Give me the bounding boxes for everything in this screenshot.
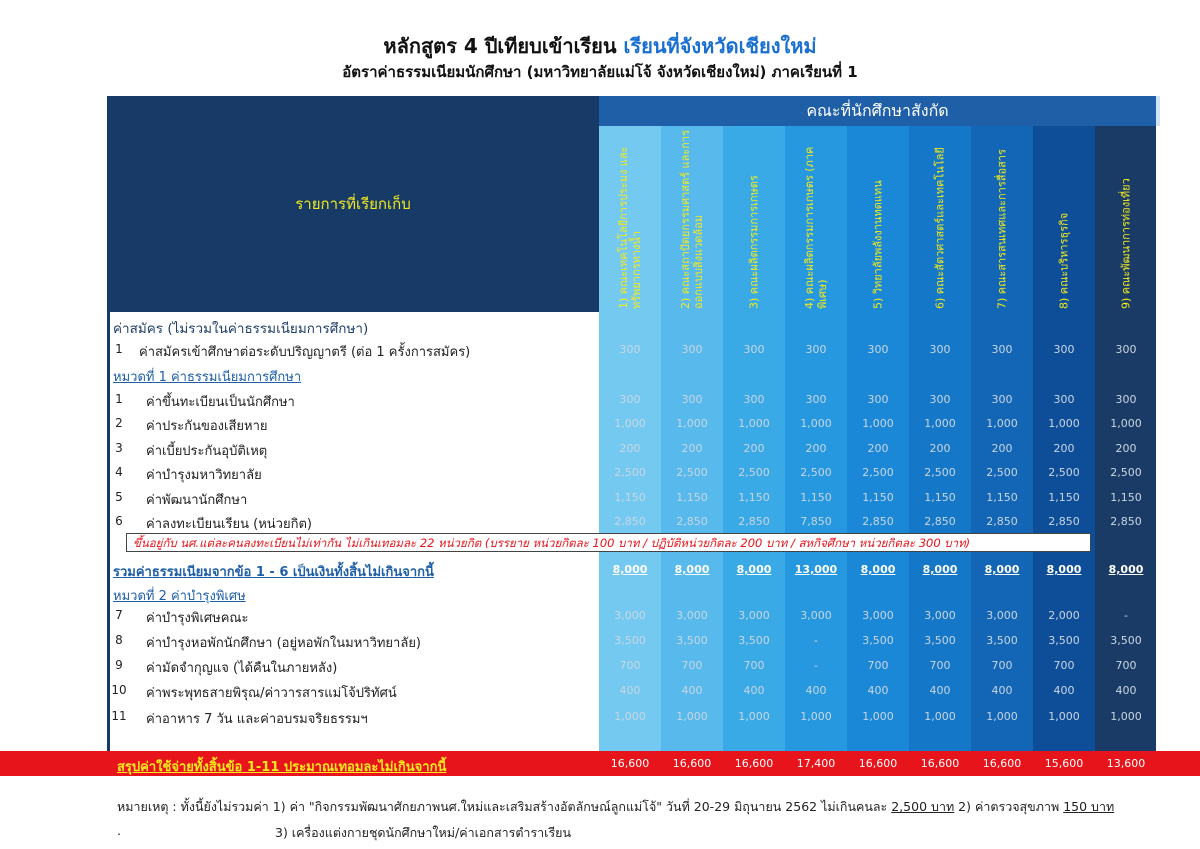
faculty-label-6: 6) คณะสัตวศาสตร์และเทคโนโลยี — [933, 147, 947, 309]
row-number: 1 — [115, 342, 123, 356]
fee-cell: 2,850 — [738, 515, 770, 528]
fee-cell: 2,850 — [986, 515, 1018, 528]
fee-cell: 1,000 — [986, 710, 1018, 723]
faculty-label-3: 3) คณะผลิตกรรมการเกษตร — [747, 175, 761, 309]
fee-cell: 1,000 — [1048, 417, 1080, 430]
row-label: ค่าอาหาร 7 วัน และค่าอบรมจริยธรรมฯ — [146, 712, 368, 727]
fee-cell: 300 — [743, 343, 765, 356]
row-number: 9 — [115, 658, 123, 672]
fee-cell: 2,850 — [676, 515, 708, 528]
section-total-1-6: รวมค่าธรรมเนียมจากข้อ 1 - 6 เป็นเงินทั้งสิ้นไม่เกินจากนี้ — [113, 565, 434, 580]
fee-cell: 1,150 — [924, 491, 956, 504]
fee-cell: 300 — [1053, 343, 1075, 356]
row-number: 10 — [111, 683, 127, 697]
fee-cell: 1,000 — [986, 417, 1018, 430]
grand-total-cell: 13,600 — [1106, 757, 1146, 770]
fee-cell: 1,000 — [738, 710, 770, 723]
fee-cell: 3,500 — [738, 634, 770, 647]
row-number: 8 — [115, 633, 123, 647]
total-1-6-cell: 8,000 — [1046, 563, 1082, 576]
fee-cell: 400 — [929, 684, 951, 697]
fee-cell: 3,500 — [614, 634, 646, 647]
fee-cell: 200 — [929, 442, 951, 455]
fee-cell: 1,150 — [800, 491, 832, 504]
fee-cell: 1,000 — [924, 417, 956, 430]
fee-cell: 700 — [1053, 659, 1075, 672]
faculty-label-1: 1) คณะเทคโนโลยีการประมง และทรัพยากรทางน้ำ — [617, 146, 643, 309]
fee-cell: 1,000 — [614, 417, 646, 430]
fee-cell: 1,000 — [676, 710, 708, 723]
section-application: ค่าสมัคร (ไม่รวมในค่าธรรมเนียมการศึกษา) — [113, 321, 369, 337]
footer-note-line-1 — [117, 797, 1114, 817]
faculty-header-1 — [599, 126, 661, 312]
faculty-label-8: 8) คณะบริหารธุรกิจ — [1057, 212, 1071, 309]
fee-cell: 700 — [619, 659, 641, 672]
grand-total-cell: 16,600 — [610, 757, 650, 770]
faculty-header-8 — [1033, 126, 1095, 312]
fee-cell: 1,000 — [800, 710, 832, 723]
footer-text-b: 2) ค่าตรวจสุขภาพ — [954, 799, 1064, 814]
fee-cell: 200 — [991, 442, 1013, 455]
fee-cell: 700 — [929, 659, 951, 672]
fee-cell: 200 — [1115, 442, 1137, 455]
footer-note-line-2: 3) เครื่องแต่งกายชุดนักศึกษาใหม่/ค่าเอกสารตำราเรียน — [275, 825, 572, 840]
faculty-header-9 — [1095, 126, 1156, 312]
row-number: 7 — [115, 608, 123, 622]
grand-total-cell: 16,600 — [734, 757, 774, 770]
total-1-6-cell: 8,000 — [674, 563, 710, 576]
fee-cell: 400 — [805, 684, 827, 697]
total-1-6-cell: 8,000 — [922, 563, 958, 576]
fee-cell: 2,000 — [1048, 609, 1080, 622]
grand-total-cell: 17,400 — [796, 757, 836, 770]
footer-amount-1: 2,500 บาท — [891, 799, 955, 814]
fee-cell: 7,850 — [800, 515, 832, 528]
fee-cell: 2,500 — [738, 466, 770, 479]
faculty-label-7: 7) คณะสารสนเทศและการสื่อสาร — [995, 149, 1009, 309]
total-1-6-cell: 8,000 — [860, 563, 896, 576]
total-1-6-cell: 8,000 — [984, 563, 1020, 576]
total-1-6-cell: 8,000 — [736, 563, 772, 576]
fee-cell: 3,000 — [676, 609, 708, 622]
row-number: 4 — [115, 465, 123, 479]
fee-cell: 300 — [1115, 343, 1137, 356]
fee-cell: 700 — [743, 659, 765, 672]
fee-cell: 1,150 — [738, 491, 770, 504]
fee-cell: 300 — [619, 343, 641, 356]
faculty-label-4: 4) คณะผลิตกรรมการเกษตร (ภาคพิเศษ) — [803, 146, 829, 309]
footer-note-dot: . — [117, 823, 121, 838]
fee-cell: 1,000 — [862, 417, 894, 430]
fee-cell: 400 — [991, 684, 1013, 697]
faculty-label-9: 9) คณะพัฒนาการท่องเที่ยว — [1119, 178, 1132, 309]
fee-cell: 3,000 — [986, 609, 1018, 622]
fee-cell: 300 — [929, 343, 951, 356]
title-main: หลักสูตร 4 ปีเทียบเข้าเรียน — [383, 34, 617, 58]
fee-cell: 300 — [805, 343, 827, 356]
fee-cell: 2,500 — [1110, 466, 1142, 479]
fee-cell: 200 — [1053, 442, 1075, 455]
fee-cell: 2,500 — [986, 466, 1018, 479]
row-label: ค่าพัฒนานักศึกษา — [146, 493, 248, 508]
fee-cell: 1,150 — [614, 491, 646, 504]
total-1-6-cell: 8,000 — [1108, 563, 1144, 576]
fee-cell: 3,500 — [986, 634, 1018, 647]
row-number: 6 — [115, 514, 123, 528]
fee-cell: 400 — [867, 684, 889, 697]
fee-cell: - — [814, 659, 818, 672]
fee-cell: 2,500 — [862, 466, 894, 479]
fee-cell: 3,500 — [862, 634, 894, 647]
fee-cell: 2,850 — [1048, 515, 1080, 528]
fee-cell: 1,150 — [986, 491, 1018, 504]
fee-cell: 300 — [619, 393, 641, 406]
fee-cell: 200 — [867, 442, 889, 455]
row-number: 5 — [115, 490, 123, 504]
faculty-group-header: คณะที่นักศึกษาสังกัด — [599, 96, 1156, 126]
faculty-header-3 — [723, 126, 785, 312]
fee-cell: 400 — [743, 684, 765, 697]
fee-cell: 1,000 — [800, 417, 832, 430]
fee-cell: 3,000 — [800, 609, 832, 622]
fee-cell: 1,000 — [862, 710, 894, 723]
fee-cell: 300 — [929, 393, 951, 406]
fee-cell: 700 — [1115, 659, 1137, 672]
title-highlight: เรียนที่จังหวัดเชียงใหม่ — [623, 34, 817, 58]
items-header-label: รายการที่เรียกเก็บ — [295, 195, 411, 213]
page-title — [0, 30, 1200, 62]
fee-cell: 400 — [681, 684, 703, 697]
fee-cell: 200 — [681, 442, 703, 455]
fee-cell: 300 — [681, 343, 703, 356]
section-category-2: หมวดที่ 2 ค่าบำรุงพิเศษ — [113, 589, 246, 604]
fee-cell: 300 — [743, 393, 765, 406]
fee-cell: 400 — [1053, 684, 1075, 697]
row-label: ค่าสมัครเข้าศึกษาต่อระดับปริญญาตรี (ต่อ 1 ครั้งการสมัคร) — [139, 345, 471, 360]
row-label: ค่าขึ้นทะเบียนเป็นนักศึกษา — [146, 395, 295, 410]
fee-cell: 300 — [991, 343, 1013, 356]
fee-cell: 300 — [805, 393, 827, 406]
faculty-header-6 — [909, 126, 971, 312]
items-header — [107, 96, 599, 312]
row-label: ค่ามัดจำกุญแจ (ได้คืนในภายหลัง) — [146, 661, 338, 676]
fee-cell: 1,000 — [1110, 417, 1142, 430]
total-1-6-cell: 13,000 — [794, 563, 838, 576]
row-number: 2 — [115, 416, 123, 430]
fee-cell: 2,500 — [924, 466, 956, 479]
fee-cell: 300 — [867, 393, 889, 406]
footer-text-a: หมายเหตุ : ทั้งนี้ยังไม่รวมค่า 1) ค่า "กิจกรรมพัฒนาศักยภาพนศ.ใหม่และเสริมสร้างอัตลักษณ์ลูกแม่โจ้" วันที่ 20-29 มิถุนายน 2562 ไม่เกินคนละ — [117, 799, 892, 814]
row-label: ค่าลงทะเบียนเรียน (หน่วยกิต) — [146, 517, 312, 532]
row-number: 1 — [115, 392, 123, 406]
total-1-6-cell: 8,000 — [612, 563, 648, 576]
faculty-header-5 — [847, 126, 909, 312]
fee-cell: 2,850 — [924, 515, 956, 528]
fee-cell: 200 — [743, 442, 765, 455]
fee-cell: 3,500 — [676, 634, 708, 647]
fee-cell: 400 — [1115, 684, 1137, 697]
faculty-label-2: 2) คณะสถาปัตยกรรมศาสตร์ และการออกแบบสิ่งแวดล้อม — [679, 129, 705, 309]
fee-cell: 3,500 — [924, 634, 956, 647]
fee-cell: 300 — [867, 343, 889, 356]
row-label: ค่าประกันของเสียหาย — [146, 419, 268, 434]
fee-cell: 300 — [1053, 393, 1075, 406]
fee-cell: 300 — [1115, 393, 1137, 406]
grand-total-label: สรุปค่าใช้จ่ายทั้งสิ้นข้อ 1-11 ประมาณเทอมละไม่เกินจากนี้ — [117, 760, 447, 775]
faculty-header-4 — [785, 126, 847, 312]
grand-total-cell: 16,600 — [672, 757, 712, 770]
grand-total-cell: 16,600 — [982, 757, 1022, 770]
fee-cell: 2,500 — [614, 466, 646, 479]
fee-cell: 700 — [867, 659, 889, 672]
registration-note: ขึ้นอยู่กับ นศ.แต่ละคนลงทะเบียนไม่เท่ากัน ไม่เกินเทอมละ 22 หน่วยกิต (บรรยาย หน่วยกิตละ 100 บาท / ปฏิบัติหน่วยกิตละ 200 บาท / สหกิจศึกษา หน่วยกิตละ 300 บาท) — [126, 533, 1091, 552]
grand-total-cell: 15,600 — [1044, 757, 1084, 770]
fee-cell: 2,500 — [800, 466, 832, 479]
footer-amount-2: 150 บาท — [1063, 799, 1115, 814]
fee-cell: 300 — [681, 393, 703, 406]
grand-total-cell: 16,600 — [920, 757, 960, 770]
fee-cell: 3,000 — [614, 609, 646, 622]
fee-cell: 200 — [619, 442, 641, 455]
section-category-1: หมวดที่ 1 ค่าธรรมเนียมการศึกษา — [113, 370, 302, 385]
row-label: ค่าเบี้ยประกันอุบัติเหตุ — [146, 444, 268, 459]
fee-cell: 3,500 — [1110, 634, 1142, 647]
fee-cell: 1,000 — [1048, 710, 1080, 723]
fee-cell: 2,500 — [1048, 466, 1080, 479]
fee-cell: 2,500 — [676, 466, 708, 479]
fee-cell: 1,150 — [676, 491, 708, 504]
fee-cell: 400 — [619, 684, 641, 697]
fee-cell: - — [814, 634, 818, 647]
fee-cell: 1,150 — [1048, 491, 1080, 504]
page-subtitle: อัตราค่าธรรมเนียมนักศึกษา (มหาวิทยาลัยแม่โจ้ จังหวัดเชียงใหม่) ภาคเรียนที่ 1 — [342, 63, 858, 81]
fee-cell: 3,000 — [924, 609, 956, 622]
row-label: ค่าบำรุงพิเศษคณะ — [146, 611, 249, 626]
faculty-label-5: 5) วิทยาลัยพลังงานทดแทน — [871, 180, 885, 309]
faculty-header-7 — [971, 126, 1033, 312]
fee-cell: 1,150 — [862, 491, 894, 504]
fee-cell: - — [1124, 609, 1128, 622]
header-accent-strip — [1156, 96, 1160, 126]
row-number: 11 — [111, 709, 127, 723]
faculty-header-2 — [661, 126, 723, 312]
fee-cell: 200 — [805, 442, 827, 455]
fee-cell: 2,850 — [1110, 515, 1142, 528]
fee-cell: 700 — [681, 659, 703, 672]
fee-cell: 1,000 — [738, 417, 770, 430]
row-label: ค่าบำรุงมหาวิทยาลัย — [146, 468, 262, 483]
fee-cell: 3,000 — [862, 609, 894, 622]
fee-cell: 1,000 — [924, 710, 956, 723]
fee-cell: 1,150 — [1110, 491, 1142, 504]
fee-cell: 1,000 — [676, 417, 708, 430]
fee-cell: 700 — [991, 659, 1013, 672]
row-number: 3 — [115, 441, 123, 455]
fee-cell: 2,850 — [614, 515, 646, 528]
fee-cell: 2,850 — [862, 515, 894, 528]
row-label: ค่าบำรุงหอพักนักศึกษา (อยู่หอพักในมหาวิทยาลัย) — [146, 636, 422, 651]
fee-cell: 1,000 — [614, 710, 646, 723]
row-label: ค่าพระพุทธสายพิรุณ/ค่าวารสารแม่โจ้ปริทัศน์ — [146, 686, 397, 701]
fee-cell: 3,000 — [738, 609, 770, 622]
grand-total-cell: 16,600 — [858, 757, 898, 770]
fee-cell: 3,500 — [1048, 634, 1080, 647]
fee-cell: 1,000 — [1110, 710, 1142, 723]
fee-cell: 300 — [991, 393, 1013, 406]
